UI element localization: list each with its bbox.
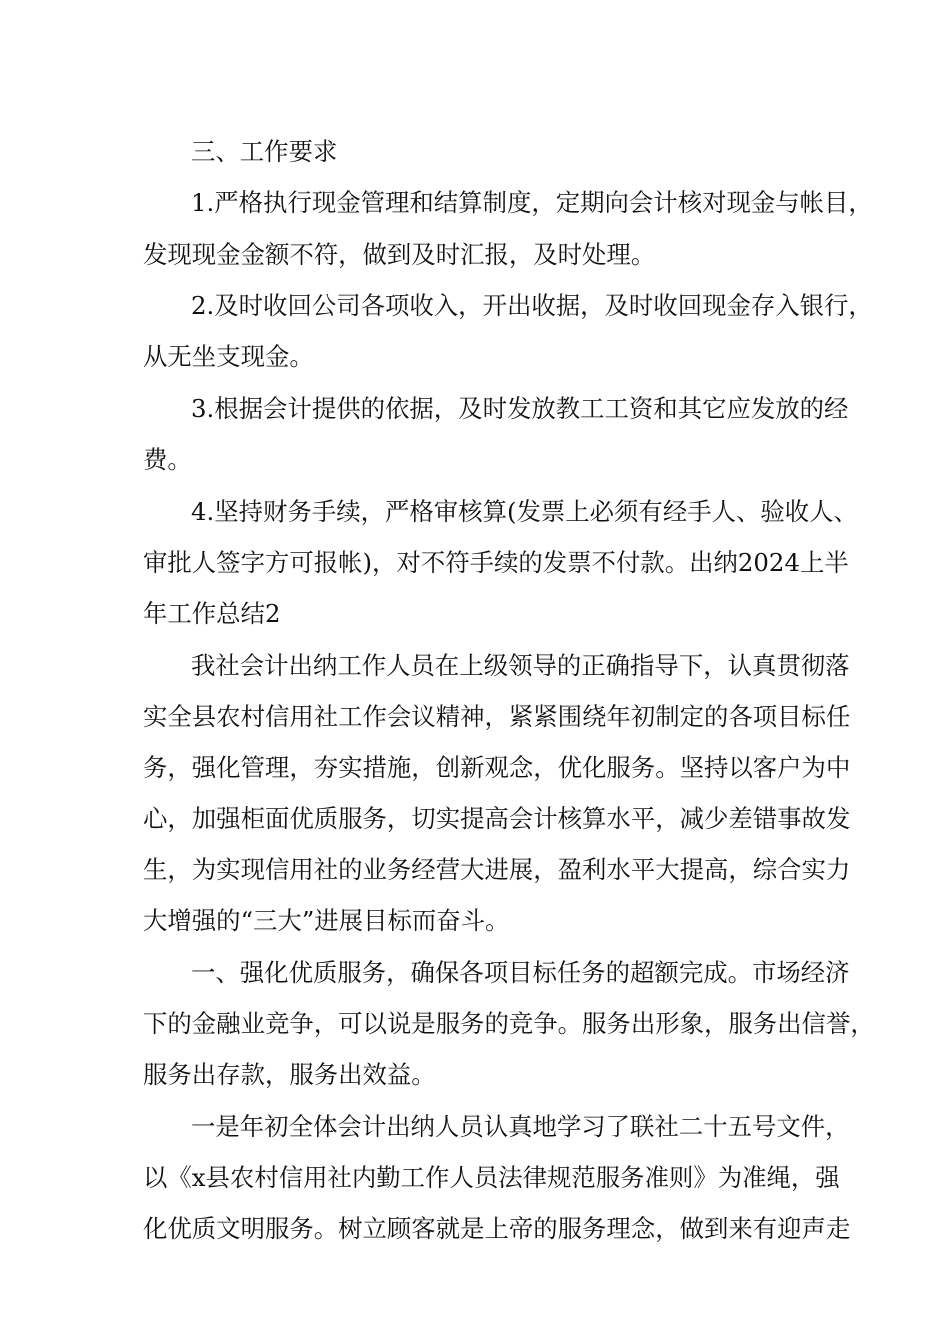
paragraph-line: 一、强化优质服务，确保各项目标任务的超额完成。市场经济 [191, 958, 850, 987]
paragraph-line: 我社会计出纳工作人员在上级领导的正确指导下，认真贯彻落 [191, 651, 850, 680]
paragraph-line: 化优质文明服务。树立顾客就是上帝的服务理念，做到来有迎声走 [143, 1214, 851, 1243]
paragraph-line: 费。 [143, 445, 192, 474]
paragraph-line: 大增强的“三大”进展目标而奋斗。 [143, 906, 510, 935]
paragraph-line: 生，为实现信用社的业务经营大进展，盈利水平大提高，综合实力 [143, 855, 851, 884]
paragraph-line: 2.及时收回公司各项收入，开出收据，及时收回现金存入银行， [191, 291, 873, 320]
paragraph-line: 心，加强柜面优质服务，切实提高会计核算水平，减少差错事故发 [143, 804, 851, 833]
paragraph-line: 从无坐支现金。 [143, 342, 314, 371]
section-heading: 三、工作要求 [191, 137, 338, 166]
paragraph-line: 3.根据会计提供的依据，及时发放教工工资和其它应发放的经 [191, 394, 849, 423]
paragraph-line: 4.坚持财务手续，严格审核算(发票上必须有经手人、验收人、 [191, 497, 858, 526]
paragraph-line: 服务出存款，服务出效益。 [143, 1060, 436, 1089]
paragraph-line: 下的金融业竞争，可以说是服务的竞争。服务出形象，服务出信誉， [143, 1009, 875, 1038]
paragraph-line: 以《x县农村信用社内勤工作人员法律规范服务准则》为准绳，强 [143, 1163, 840, 1192]
paragraph-line: 审批人签字方可报帐)，对不符手续的发票不付款。出纳2024上半 [143, 548, 849, 577]
section-title-line: 年工作总结2 [143, 599, 281, 628]
paragraph-line: 实全县农村信用社工作会议精神，紧紧围绕年初制定的各项目标任 [143, 702, 851, 731]
paragraph-line: 1.严格执行现金管理和结算制度，定期向会计核对现金与帐目， [191, 188, 873, 217]
paragraph-line: 一是年初全体会计出纳人员认真地学习了联社二十五号文件， [191, 1112, 850, 1141]
paragraph-line: 务，强化管理，夯实措施，创新观念，优化服务。坚持以客户为中 [143, 753, 851, 782]
paragraph-line: 发现现金金额不符，做到及时汇报，及时处理。 [143, 240, 656, 269]
